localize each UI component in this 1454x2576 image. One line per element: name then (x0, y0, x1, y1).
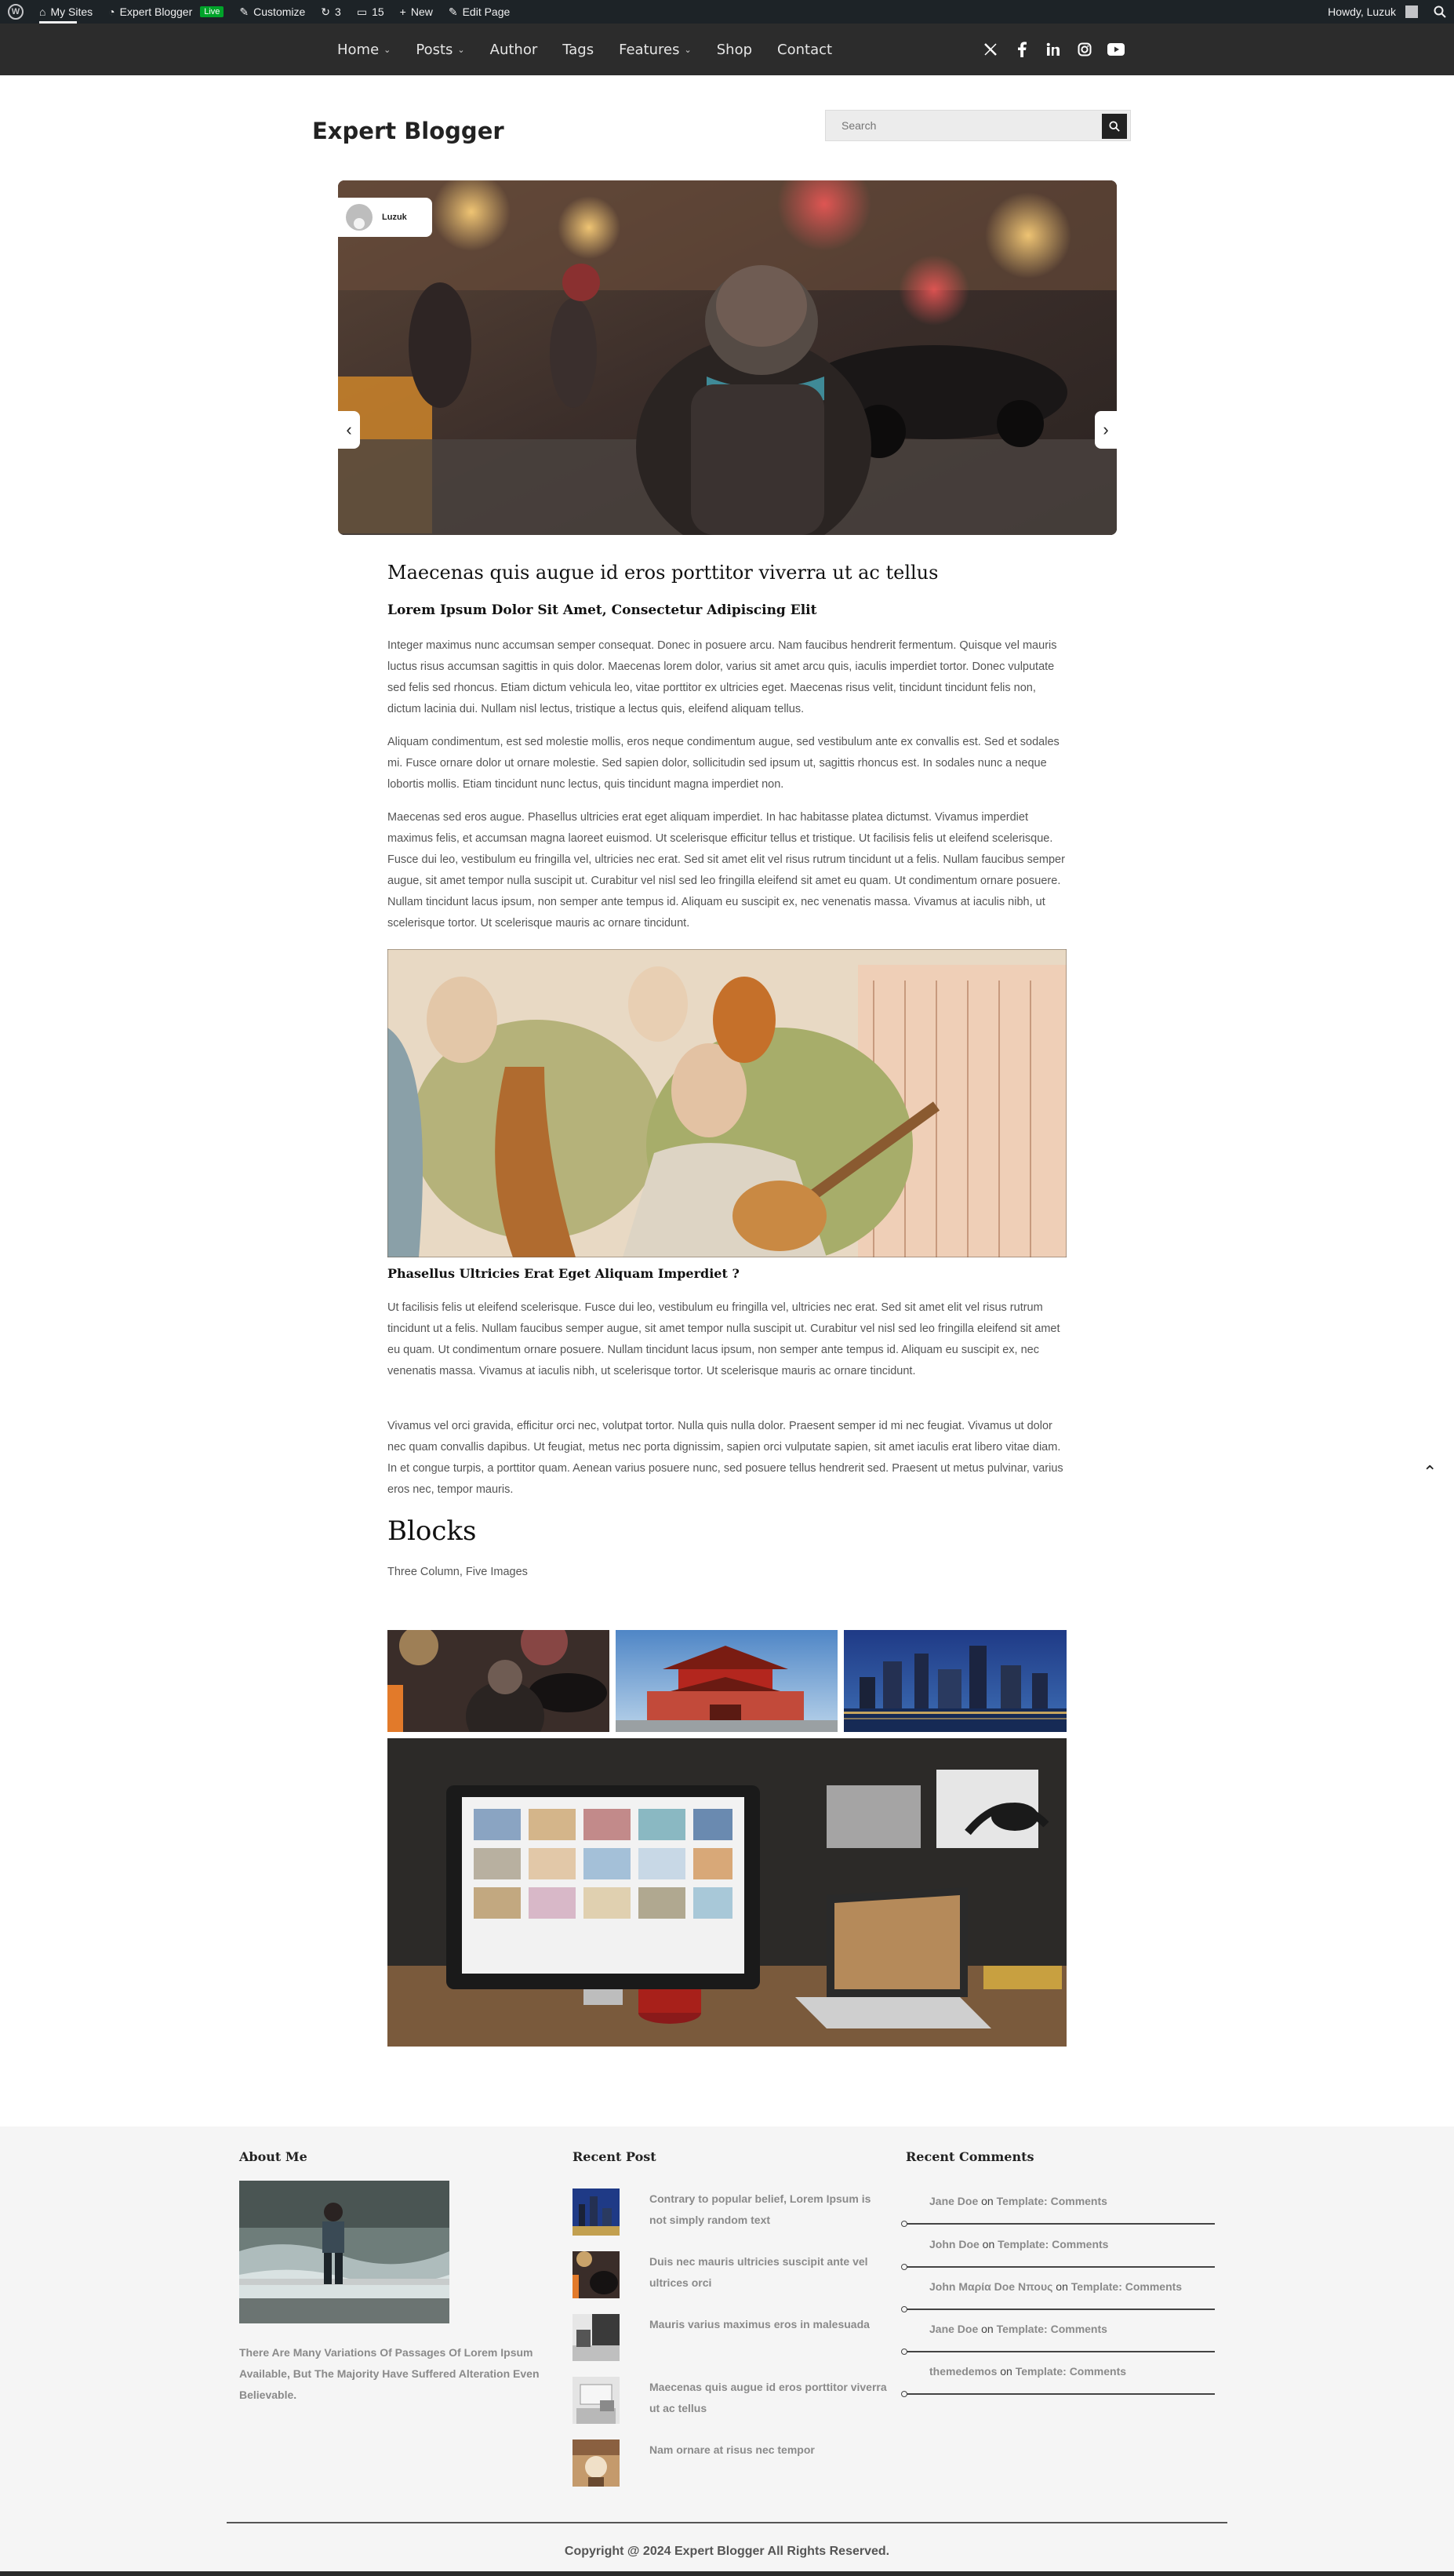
comment-post-link[interactable]: Template: Comments (998, 2238, 1109, 2250)
gallery-image-large[interactable] (387, 1738, 1067, 2047)
recent-comment-item (904, 2359, 1215, 2395)
my-sites-icon: ⌂ (39, 5, 46, 18)
comment-author-link[interactable]: Jane Doe (929, 2195, 979, 2207)
chevron-down-icon: ⌄ (684, 44, 692, 55)
bullet-icon (901, 2349, 907, 2355)
gallery-image[interactable] (844, 1630, 1067, 1732)
recent-comment-item (904, 2274, 1215, 2310)
facebook-icon[interactable] (1013, 41, 1031, 58)
recent-post-title: Recent Post (573, 2149, 656, 2164)
site-name-label: Expert Blogger (119, 5, 193, 18)
recent-post-thumbnail (573, 2189, 620, 2236)
paragraph: Ut facilisis felis ut eleifend scelerisque. Fusce dui leo, vestibulum eu fringilla vel, ultricies nec erat. Sed sit amet elit vel risus rutrum tincidunt ut a felis. Nullam faucibus semper augue, sit amet tempor nulla suscipit ut. Curabitur vel nisl sed leo fringilla eleifend sit amet eu quam. Ut condimentum ornare posuere. Nullam tincidunt lacus ipsum, non semper ante tempus id. Aliquam eu suscipit ex, nec venenatis massa. Vivamus at iaculis nibh, ut scelerisque tortor. Ut scelerisque mauris ac ornare tincidunt. (387, 1301, 1060, 1377)
recent-post-thumbnail (573, 2251, 620, 2298)
main-navigation (0, 24, 1454, 75)
nav-item-label: Author (489, 41, 538, 58)
comment-on-label: on (981, 2195, 994, 2207)
my-sites-link[interactable] (31, 0, 100, 24)
bottom-bar (0, 2571, 1454, 2576)
customize-link[interactable] (231, 0, 313, 24)
comment-post-link[interactable]: Template: Comments (996, 2323, 1107, 2335)
paragraph: Maecenas sed eros augue. Phasellus ultricies erat eget aliquam imperdiet. In hac habitasse platea dictumst. Vivamus imperdiet maximus felis, et accumsan magna laoreet euismod. Ut scelerisque efficitur tellus et tristique. Ut facilisis felis ut eleifend scelerisque. Fusce dui leo, vestibulum eu fringilla vel, ultricies nec erat. Sed sit amet elit vel risus rutrum tincidunt ut a felis. Nullam faucibus semper augue, sit amet tempor nulla suscipit ut. Curabitur vel nisl sed leo fringilla eleifend sit amet eu quam. Ut condimentum ornare posuere. Nullam tincidunt lacus ipsum, non semper ante tempus id. Aliquam eu suscipit ex, nec venenatis massa. Vivamus at iaculis nibh, ut scelerisque tortor. Ut scelerisque mauris ac ornare tincidunt. (387, 811, 1065, 930)
pencil-icon: ✎ (448, 5, 458, 18)
recent-comment-text (929, 2323, 1107, 2335)
about-me-text: There Are Many Variations Of Passages Of Lorem Ipsum Available, But The Majority Have Suffered Alteration Even Believable. (239, 2346, 540, 2401)
nav-item-label: Contact (777, 41, 833, 58)
recent-comment-text (929, 2280, 1182, 2293)
recent-comments-title: Recent Comments (906, 2149, 1034, 2164)
new-label: New (410, 5, 433, 18)
article-illustration (387, 949, 1067, 1257)
comment-post-link[interactable]: Template: Comments (1015, 2365, 1127, 2378)
site-name-link[interactable] (100, 0, 231, 24)
wordpress-icon: W (8, 4, 24, 20)
about-me-image (239, 2181, 449, 2323)
recent-comment-item (904, 2316, 1215, 2352)
about-me-title: About Me (239, 2149, 307, 2164)
comments-count: 15 (372, 5, 384, 18)
admin-bar (0, 0, 1454, 24)
search-icon (1434, 5, 1446, 18)
recent-comment-text (929, 2365, 1126, 2378)
nav-item-label: Posts (416, 41, 453, 58)
blocks-heading: Blocks (387, 1515, 477, 1547)
updates-count: 3 (335, 5, 341, 18)
recent-comment-item (904, 2189, 1215, 2225)
nav-item-home[interactable] (325, 42, 403, 58)
comments-link[interactable] (349, 0, 392, 24)
nav-item-shop[interactable] (704, 42, 765, 58)
recent-comment-item (904, 2232, 1215, 2268)
copyright-text: Copyright @ 2024 Expert Blogger All Rights Reserved. (564, 2545, 890, 2558)
new-content-link[interactable] (392, 0, 441, 24)
bullet-icon (901, 2306, 907, 2312)
nav-item-tags[interactable] (550, 42, 606, 58)
my-sites-label: My Sites (50, 5, 93, 18)
nav-item-label: Home (337, 41, 380, 58)
recent-post-link[interactable]: Mauris varius maximus eros in malesuada (649, 2318, 870, 2330)
instagram-icon[interactable] (1076, 41, 1093, 58)
nav-item-label: Tags (562, 41, 594, 58)
paragraph: Integer maximus nunc accumsan semper consequat. Donec in posuere arcu. Nam faucibus hendrerit fermentum. Quisque vel mauris luctus risus accumsan sagittis in quis dolor. Maecenas lorem dolor, varius sit amet arcu quis, iaculis imperdiet tortor. Donec vulputate sed felis sed rhoncus. Etiam dictum vehicula leo, vitae porttitor ex ultricies eget. Maecenas risus velit, tincidunt tincidunt felis non, dictum lacinia dui. Nullam nisl lectus, tristique a lectus quis, eleifend aliquam tellus. (387, 639, 1057, 715)
post-author-badge[interactable] (338, 198, 432, 237)
avatar (1405, 5, 1418, 18)
chevron-down-icon: ⌄ (457, 44, 465, 55)
recent-post-link[interactable]: Contrary to popular belief, Lorem Ipsum is not simply random text (649, 2192, 871, 2226)
live-badge: Live (200, 6, 224, 17)
blocks-subtitle: Three Column, Five Images (387, 1566, 528, 1578)
recent-comment-text (929, 2238, 1108, 2250)
updates-link[interactable] (313, 0, 349, 24)
comment-author-link[interactable]: Jane Doe (929, 2323, 979, 2335)
recent-post-thumbnail (573, 2314, 620, 2361)
brush-icon: ✎ (239, 5, 249, 18)
recent-post-thumbnail (573, 2440, 620, 2487)
customize-label: Customize (253, 5, 306, 18)
comment-on-label: on (982, 2238, 995, 2250)
footer-divider (227, 2522, 1227, 2523)
chevron-left-icon: ‹ (346, 420, 352, 439)
plus-icon: + (399, 5, 406, 18)
comment-icon: ▭ (356, 5, 368, 18)
nav-item-label: Features (619, 41, 680, 58)
comment-post-link[interactable]: Template: Comments (1071, 2280, 1183, 2293)
comment-on-label: on (1056, 2280, 1068, 2293)
author-avatar (346, 204, 373, 231)
comment-post-link[interactable]: Template: Comments (996, 2195, 1107, 2207)
scroll-to-top-button[interactable] (1423, 1462, 1437, 1483)
recent-post-link[interactable]: Duis nec mauris ultricies suscipit ante vel ultrices orci (649, 2255, 868, 2289)
nav-item-posts[interactable] (403, 42, 477, 58)
featured-slider (338, 180, 1117, 535)
recent-post-link[interactable]: Maecenas quis augue id eros porttitor viverra ut ac tellus (649, 2381, 887, 2414)
comment-on-label: on (981, 2323, 994, 2335)
edit-page-label: Edit Page (462, 5, 511, 18)
slider-image (338, 180, 1117, 535)
section-heading: Phasellus Ultricies Erat Eget Aliquam Imperdiet ? (387, 1266, 740, 1281)
comment-on-label: on (1000, 2365, 1012, 2378)
author-name: Luzuk (382, 213, 407, 222)
nav-item-features[interactable] (606, 42, 704, 58)
chevron-down-icon: ⌄ (383, 44, 391, 55)
main-menu (325, 24, 845, 75)
recent-comment-text (929, 2195, 1107, 2207)
paragraph: Aliquam condimentum, est sed molestie mollis, eros neque condimentum augue, sed vestibulum ante ex convallis est. Sed et sodales mi. Fusce ornare dolor ut ornare molestie. Sed sapien dolor, sollicitudin sed ipsum ut, sagittis rhoncus est. In sodales nunc a neque lobortis mollis. Etiam tincidunt nunc lectus, quis tincidunt magna imperdiet non. (387, 736, 1060, 791)
x-icon[interactable] (982, 41, 999, 58)
double-chevron-up-icon: ⌃ (1423, 1462, 1438, 1482)
search-input[interactable] (826, 111, 1085, 140)
slider-next-button[interactable] (1095, 411, 1117, 449)
admin-search-button[interactable] (1426, 0, 1454, 24)
comment-author-link[interactable]: John Μαρία Doe Νπους (929, 2280, 1053, 2293)
comment-author-link[interactable]: John Doe (929, 2238, 980, 2250)
recent-post-link[interactable]: Nam ornare at risus nec tempor (649, 2443, 815, 2456)
post-subtitle: Lorem Ipsum Dolor Sit Amet, Consectetur Adipiscing Elit (387, 602, 817, 618)
nav-item-label: Shop (716, 41, 753, 58)
howdy-label: Howdy, Luzuk (1328, 5, 1396, 18)
recent-post-thumbnail (573, 2377, 620, 2424)
youtube-icon[interactable] (1107, 41, 1125, 58)
search-form (825, 110, 1131, 141)
linkedin-icon[interactable] (1045, 41, 1062, 58)
social-links (982, 24, 1125, 75)
nav-item-contact[interactable] (765, 42, 845, 58)
site-title[interactable]: Expert Blogger (312, 118, 504, 144)
search-button[interactable] (1102, 114, 1127, 139)
chevron-right-icon: › (1103, 420, 1109, 439)
slider-prev-button[interactable] (338, 411, 360, 449)
dashboard-icon: ◔ (108, 5, 115, 18)
bullet-icon (901, 2221, 907, 2227)
paragraph: Vivamus vel orci gravida, efficitur orci nec, volutpat tortor. Nulla quis nulla dolor. Praesent semper id mi nec feugiat. Vivamus ut dolor nec quam convallis dapibus. Ut feugiat, metus nec porta dignissim, sapien orci vulputate sapien, sit amet iaculis erat libero vitae diam. In et congue turpis, a porttitor quam. Aenean varius posuere nunc, sed posuere tellus hendrerit sed. Praesent ut metus pulvinar, varius eros nec, tempor mauris. (387, 1420, 1063, 1496)
updates-icon: ↻ (321, 5, 331, 18)
bullet-icon (901, 2391, 907, 2397)
comment-author-link[interactable]: themedemos (929, 2365, 998, 2378)
search-icon (1109, 121, 1120, 132)
bullet-icon (901, 2264, 907, 2270)
gallery-image[interactable] (387, 1630, 609, 1732)
post-title: Maecenas quis augue id eros porttitor viverra ut ac tellus (387, 562, 939, 584)
wordpress-logo[interactable] (0, 0, 31, 24)
gallery-image[interactable] (616, 1630, 838, 1732)
edit-page-link[interactable] (441, 0, 518, 24)
nav-item-author[interactable] (478, 42, 551, 58)
account-menu[interactable] (1320, 0, 1426, 24)
